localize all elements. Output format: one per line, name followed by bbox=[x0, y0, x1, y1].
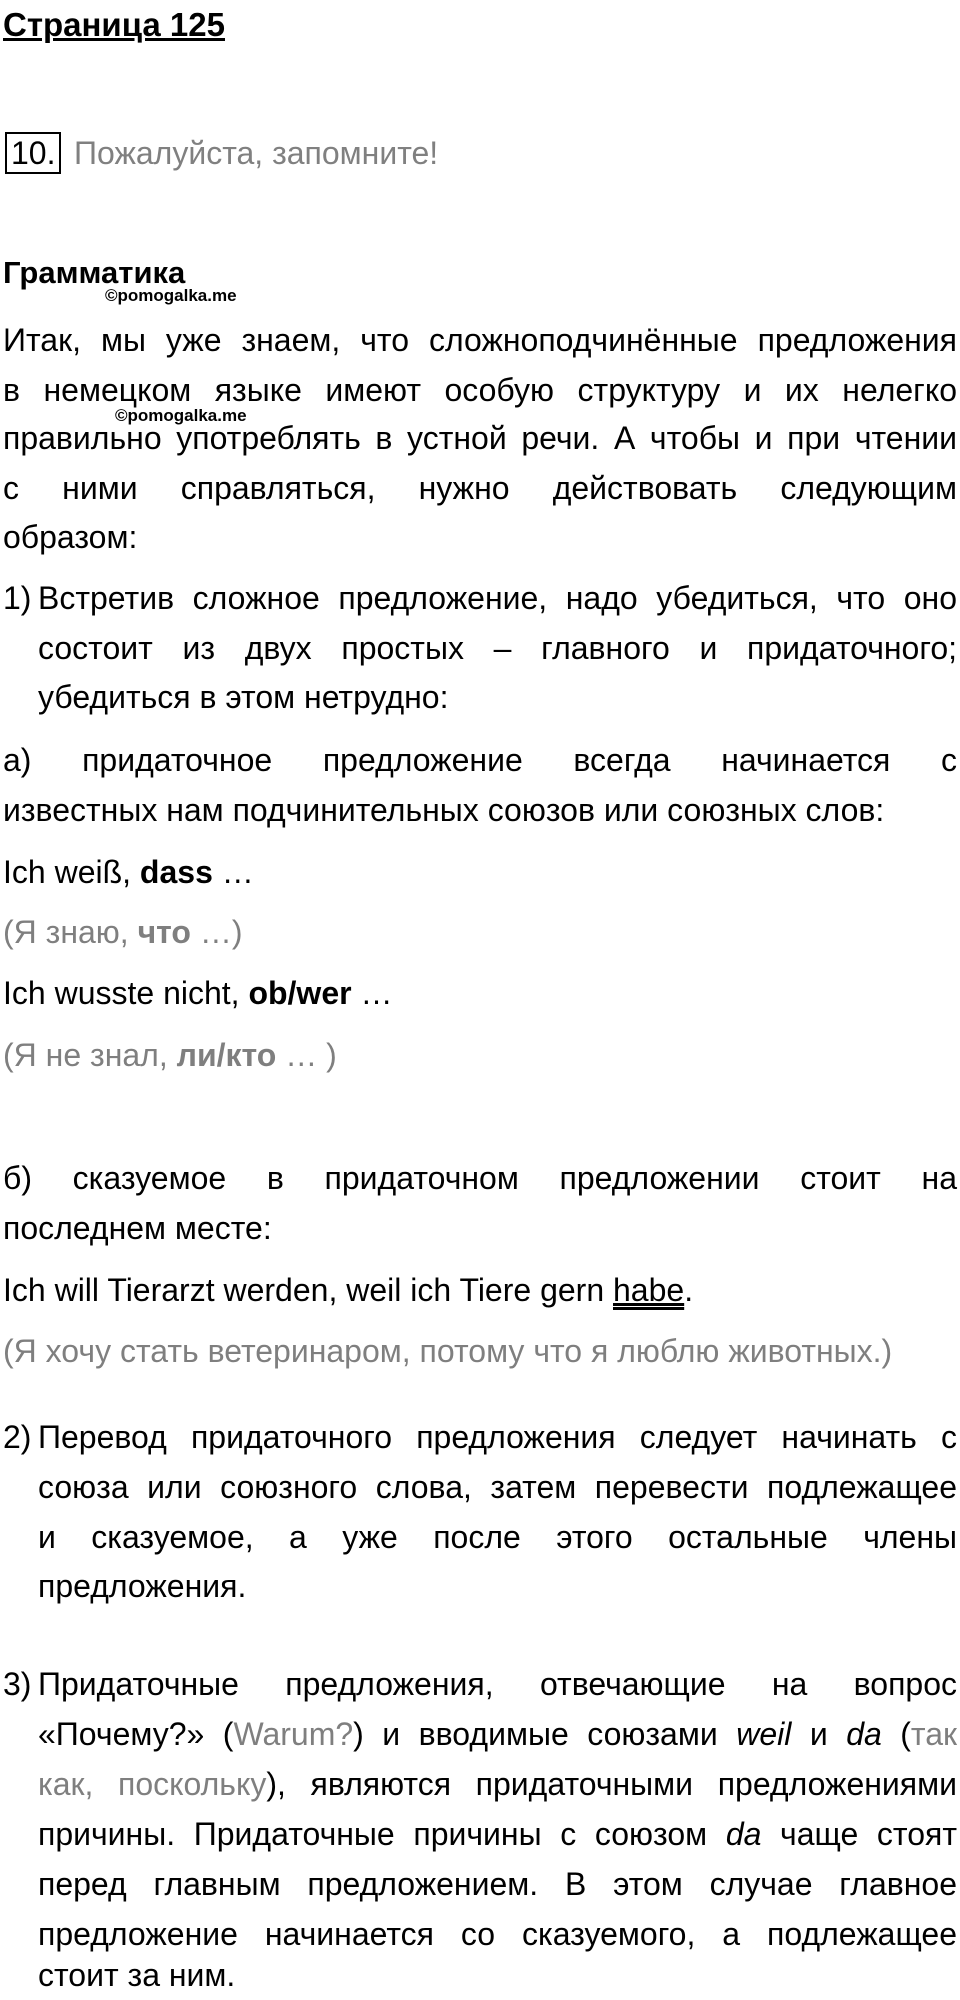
page-title: Страница 125 bbox=[3, 6, 225, 43]
item-3-line-6: предложение начинается со сказуемого, а подлежащее bbox=[38, 1916, 957, 1952]
item-3-number: 3) bbox=[3, 1666, 32, 1702]
item-1-line-2: состоит из двух простых – главного и придаточного; bbox=[38, 630, 957, 666]
exercise-number: 10. bbox=[5, 132, 61, 174]
intro-line-1: Итак, мы уже знаем, что сложноподчинённые предложения bbox=[3, 322, 957, 358]
item-2-line-1: Перевод придаточного предложения следует начинать с bbox=[38, 1419, 957, 1455]
item-1-number: 1) bbox=[3, 580, 32, 616]
intro-line-5: образом: bbox=[3, 519, 138, 555]
example-3-german: Ich will Tierarzt werden, weil ich Tiere gern habe. bbox=[3, 1272, 694, 1308]
item-3-line-2: «Почему?» (Warum?) и вводимые союзами weil и da (так bbox=[38, 1716, 958, 1752]
exercise-heading: Пожалуйста, запомните! bbox=[74, 135, 439, 171]
item-2-line-2: союза или союзного слова, затем перевести подлежащее bbox=[38, 1469, 957, 1505]
item-3-line-4: причины. Придаточные причины с союзом da чаще стоят bbox=[38, 1816, 958, 1852]
example-2-translation: (Я не знал, ли/кто … ) bbox=[3, 1037, 337, 1073]
point-a-line-1: а) придаточное предложение всегда начинается с bbox=[3, 742, 957, 778]
example-2-german: Ich wusste nicht, ob/wer … bbox=[3, 975, 393, 1011]
verb-underlined: habe bbox=[613, 1272, 685, 1308]
point-b-line-2: последнем месте: bbox=[3, 1210, 272, 1246]
example-1-translation: (Я знаю, что …) bbox=[3, 914, 243, 950]
point-b-line-1: б) сказуемое в придаточном предложении стоит на bbox=[3, 1160, 957, 1196]
item-1-line-1: Встретив сложное предложение, надо убедиться, что оно bbox=[38, 580, 957, 616]
item-3-line-1: Придаточные предложения, отвечающие на вопрос bbox=[38, 1666, 957, 1702]
point-a-line-2: известных нам подчинительных союзов или союзных слов: bbox=[3, 792, 885, 828]
section-title: Грамматика bbox=[3, 255, 186, 290]
intro-line-2: в немецком языке имеют особую структуру и их нелегко bbox=[3, 372, 957, 408]
example-3-translation: (Я хочу стать ветеринаром, потому что я люблю животных.) bbox=[3, 1333, 893, 1369]
item-3-line-3: как, поскольку), являются придаточными предложениями bbox=[38, 1766, 958, 1802]
item-1-line-3: убедиться в этом нетрудно: bbox=[38, 679, 449, 715]
item-3-line-7: стоит за ним. bbox=[38, 1957, 236, 1993]
watermark: ©pomogalka.me bbox=[115, 406, 247, 425]
intro-line-3: правильно употреблять в устной речи. А чтобы и при чтении bbox=[3, 420, 957, 456]
watermark: ©pomogalka.me bbox=[105, 286, 237, 305]
item-2-line-3: и сказуемое, а уже после этого остальные члены bbox=[38, 1519, 957, 1555]
intro-line-4: с ними справляться, нужно действовать следующим bbox=[3, 470, 957, 506]
item-2-number: 2) bbox=[3, 1419, 32, 1455]
example-1-german: Ich weiß, dass … bbox=[3, 854, 254, 890]
item-3-line-5: перед главным предложением. В этом случае главное bbox=[38, 1866, 957, 1902]
item-2-line-4: предложения. bbox=[38, 1568, 247, 1604]
